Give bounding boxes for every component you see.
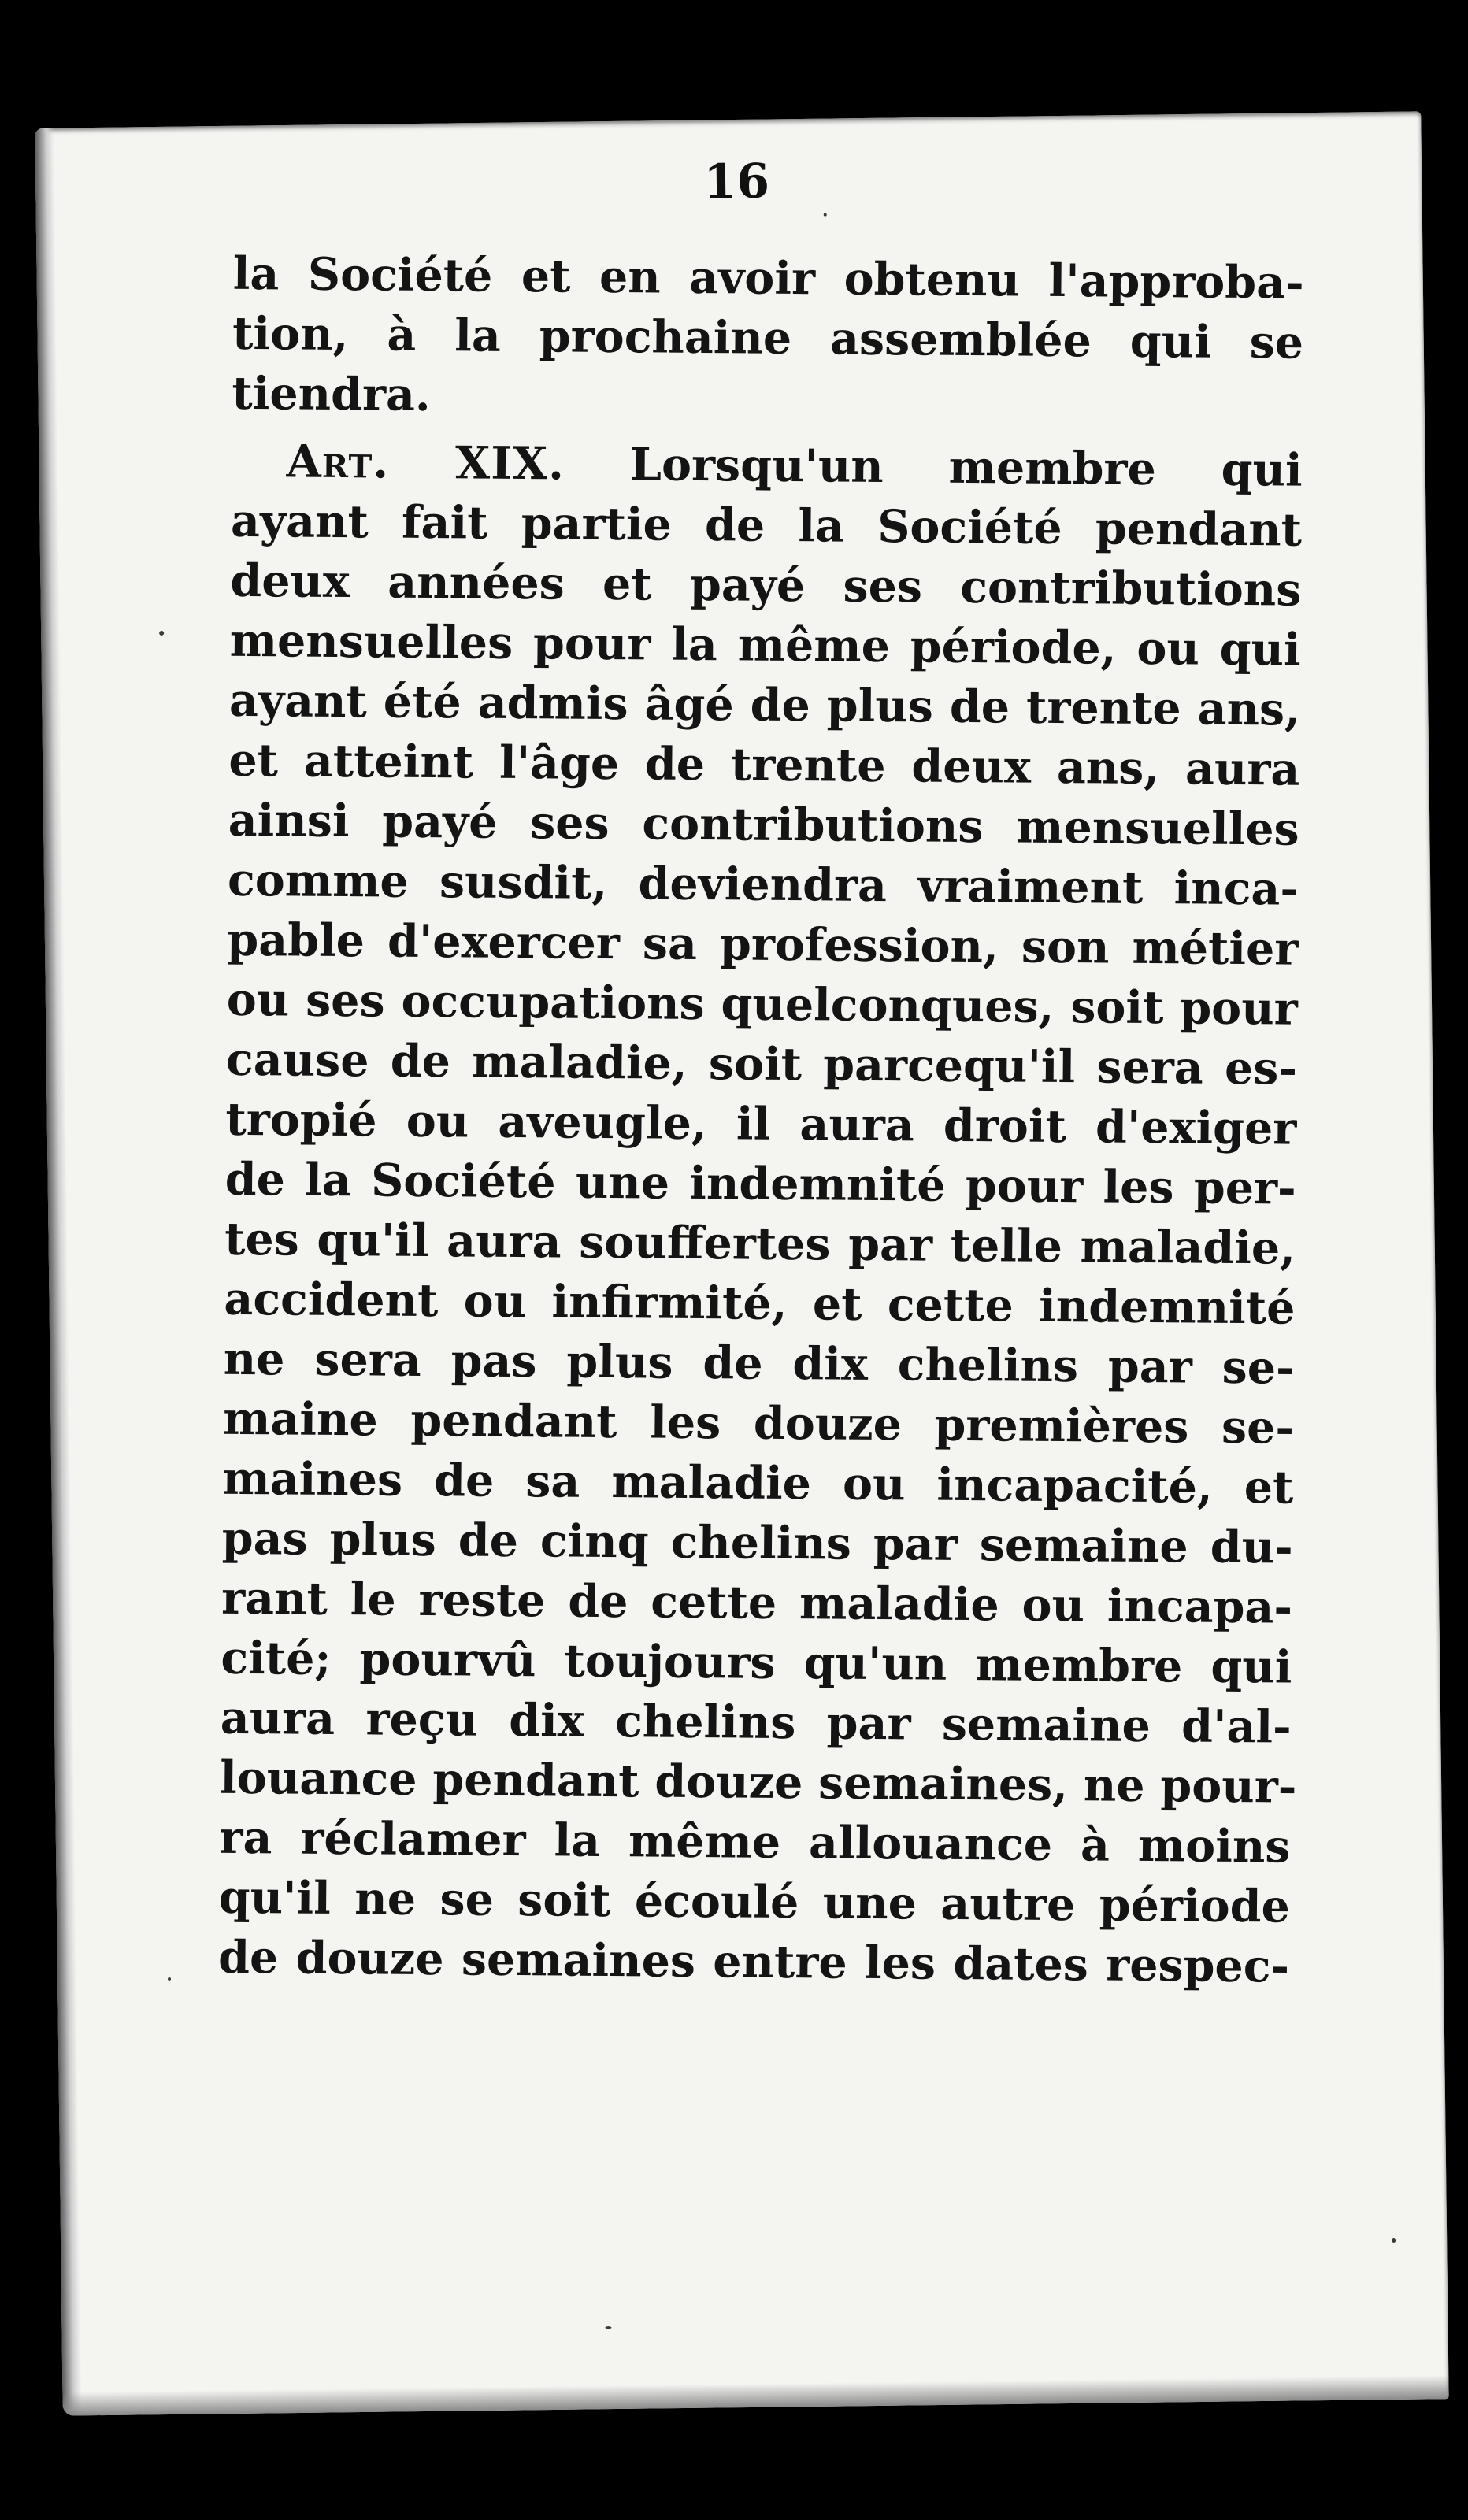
article-line: de la Société une indemnité pour les per- — [224, 1152, 1297, 1215]
article-line: accident ou infirmité, et cette indemnité — [224, 1272, 1296, 1335]
article-line: aura reçu dix chelins par semaine d'al- — [220, 1691, 1292, 1754]
article-line: pas plus de cinq chelins par semaine du- — [221, 1511, 1294, 1574]
article-line: ra réclamer la même allouance à moins — [219, 1810, 1291, 1873]
paper-speck — [605, 2326, 611, 2329]
article-line: ayant fait partie de la Société pendant — [230, 494, 1303, 557]
article-line: maines de sa maladie ou incapacité, et — [222, 1451, 1294, 1514]
article-line: de douze semaines entre les dates respec- — [217, 1930, 1290, 1993]
article-line: ayant été admis âgé de plus de trente ans, — [228, 673, 1301, 736]
article-first-line-rest: Lorsqu'un membre qui — [629, 438, 1303, 497]
article-line: cause de maladie, soit parcequ'il sera es- — [225, 1032, 1298, 1095]
article-line: tes qu'il aura souffertes par telle maladie, — [224, 1212, 1296, 1275]
page-number: 16 — [703, 154, 770, 210]
article-heading-line — [231, 432, 1303, 501]
article-line: deux années et payé ses contributions — [230, 554, 1302, 617]
book-page — [35, 111, 1448, 2415]
article-line: comme susdit, deviendra vraiment inca- — [227, 853, 1299, 916]
article-line: rant le reste de cette maladie ou incapa- — [221, 1571, 1293, 1634]
paper-speck — [159, 631, 164, 636]
paper-speck — [1392, 2238, 1396, 2243]
paper-speck — [824, 213, 827, 217]
article-line: et atteint l'âge de trente deux ans, aura — [228, 733, 1300, 796]
continuation-line-1: la Société et en avoir obtenu l'approba- — [232, 246, 1305, 309]
continuation-line-2: tion, à la prochaine assemblée qui se — [232, 306, 1304, 369]
article-line: pable d'exercer sa profession, son métier — [227, 913, 1299, 976]
article-line: ainsi payé ses contributions mensuelles — [228, 793, 1299, 856]
article-label: Art. XIX. — [286, 435, 565, 491]
article-line: tropié ou aveugle, il aura droit d'exiger — [225, 1092, 1297, 1155]
article-line: maine pendant les douze premières se- — [222, 1392, 1295, 1455]
article-line: louance pendant douze semaines, ne pour- — [219, 1751, 1297, 1814]
article-line: cité; pourvû toujours qu'un membre qui — [221, 1631, 1292, 1694]
article-line: mensuelles pour la même période, ou qui — [229, 613, 1301, 676]
page-left-edge-shadow — [35, 128, 81, 2416]
article-line: ou ses occupations quelconques, soit pour — [226, 973, 1299, 1036]
body-text — [218, 244, 1304, 1997]
continuation-line-3: tiendra. — [232, 366, 432, 421]
article-line: qu'il ne se soit écoulé une autre période — [218, 1870, 1291, 1933]
article-line: ne sera pas plus de dix chelins par se- — [223, 1332, 1296, 1395]
paper-speck — [168, 1977, 171, 1981]
page-bottom-edge-shadow — [62, 2375, 1448, 2415]
